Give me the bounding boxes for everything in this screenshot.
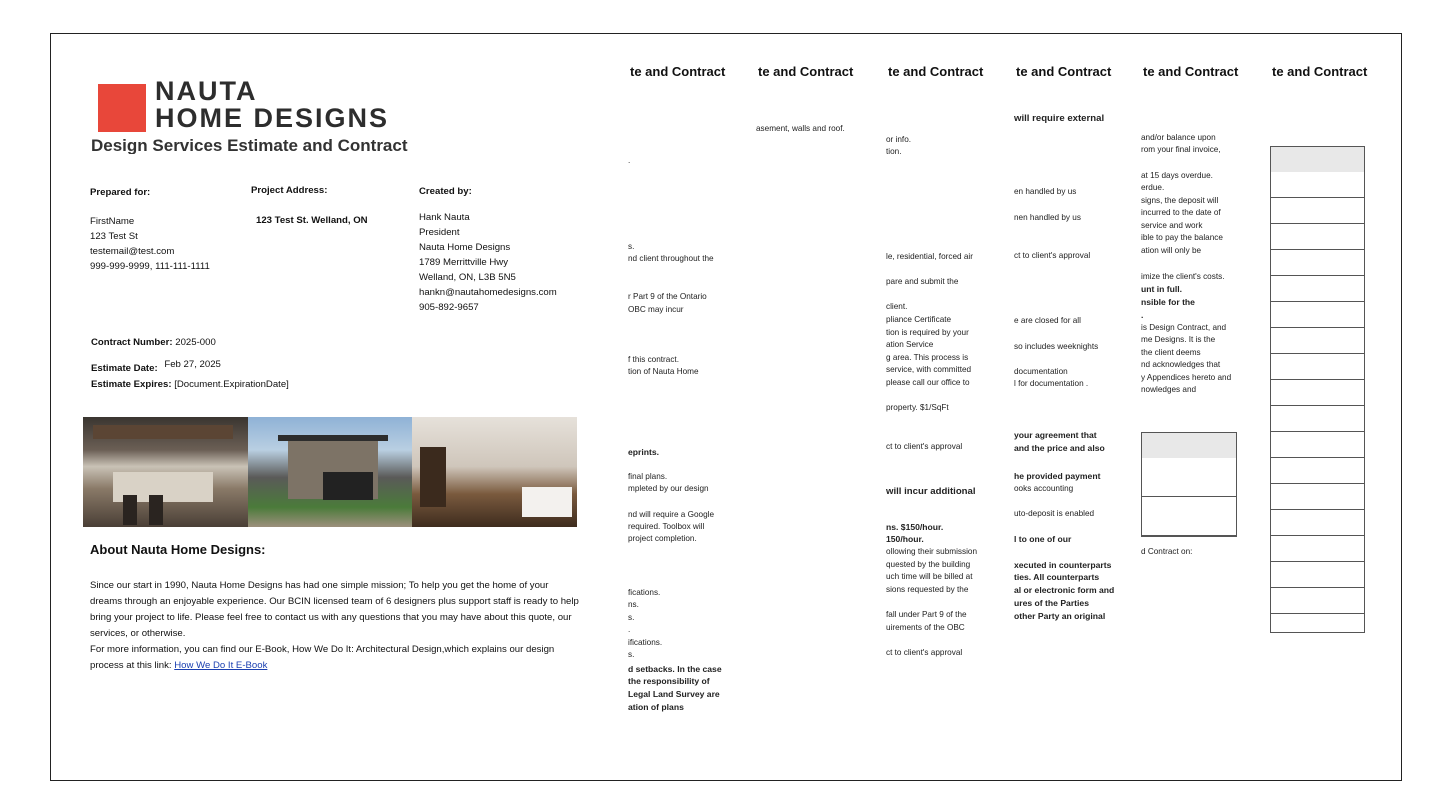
page-text-fragment: al or electronic form and [1014, 585, 1115, 595]
page-text-fragment: fications. [628, 588, 661, 597]
company-logo [155, 78, 389, 132]
estimate-expires-value: [Document.ExpirationDate] [174, 379, 289, 390]
page-title: te and Contract [758, 64, 854, 79]
page-text-fragment: xecuted in counterparts [1014, 560, 1112, 570]
contract-page-7 [1270, 34, 1401, 780]
ebook-link[interactable]: How We Do It E-Book [174, 660, 268, 671]
page-text-fragment: y Appendices hereto and [1141, 373, 1232, 382]
page-text-fragment: f this contract. [628, 355, 679, 364]
page-text-fragment: erdue. [1141, 183, 1165, 192]
page-text-fragment: s. [628, 650, 635, 659]
contract-number-label: Contract Number: [91, 337, 173, 348]
page-text-fragment: . [628, 156, 631, 165]
page-title: te and Contract [1143, 64, 1239, 79]
author-email: hankn@nautahomedesigns.com [419, 287, 557, 298]
document-heading-text: Design Services Estimate and Contract [91, 136, 408, 154]
kitchen-photo [83, 417, 248, 527]
contract-number [91, 335, 216, 350]
page-text-fragment: sions requested by the [886, 585, 969, 594]
page-text-fragment: service, with committed [886, 365, 972, 374]
prepared-for-details [90, 214, 210, 274]
about-more-info [90, 642, 580, 674]
page-text-fragment: rom your final invoice, [1141, 145, 1221, 154]
page-text-fragment: is Design Contract, and [1141, 323, 1227, 332]
page-text-fragment: please call our office to [886, 378, 970, 387]
page-text-fragment: incurred to the date of [1141, 208, 1221, 217]
about-more-info-text: For more information, you can find our E-Book, How We Do It: Architectural Design,which explains our design process at this link: [90, 644, 555, 671]
page-text-fragment: g area. This process is [886, 353, 969, 362]
page-text-fragment: nen handled by us [1014, 213, 1081, 222]
logo-line-2: HOME DESIGNS [155, 103, 390, 133]
estimate-expires-label: Estimate Expires: [91, 379, 172, 390]
page-text-fragment: Legal Land Survey are [628, 689, 720, 699]
page-text-fragment: me Designs. It is the [1141, 335, 1216, 344]
client-email: testemail@test.com [90, 246, 175, 257]
contract-page-4 [886, 34, 1014, 780]
about-paragraph: Since our start in 1990, Nauta Home Designs has had one simple mission; To help you get the home of your dreams through an enjoyable experience. Our BCIN licensed team of 6 designers plus support staff is ready to help bring your project to life. Please feel free to contact us with any questions that you may have about this quote, our services, or otherwise. [90, 580, 579, 639]
page-text-fragment: and the price and also [1014, 443, 1105, 453]
client-street: 123 Test St [90, 231, 138, 242]
author-city: Welland, ON, L3B 5N5 [419, 272, 516, 283]
about-title: About Nauta Home Designs: [90, 542, 266, 557]
interior-foyer-photo [412, 417, 577, 527]
page-text-fragment: . [1141, 310, 1144, 320]
page-text-fragment: unt in full. [1141, 284, 1183, 294]
page-text-fragment: ooks accounting [1014, 484, 1074, 493]
page-text-fragment: nd acknowledges that [1141, 360, 1221, 369]
page-text-fragment: will incur additional [886, 486, 976, 497]
page-text-fragment: so includes weeknights [1014, 342, 1099, 351]
page-text-fragment: tion of Nauta Home [628, 367, 699, 376]
page-text-fragment: s. [628, 613, 635, 622]
project-photo-strip [83, 417, 577, 527]
created-by-details [419, 210, 557, 315]
author-title: President [419, 227, 460, 238]
page-text-fragment: e are closed for all [1014, 316, 1081, 325]
page-text-fragment: ns. $150/hour. [886, 522, 944, 532]
page-text-fragment: ct to client's approval [1014, 251, 1091, 260]
contract-page-6 [1141, 34, 1270, 780]
page-text-fragment: tion. [886, 147, 902, 156]
logo-mark [98, 84, 146, 132]
page-text-fragment: or info. [886, 135, 912, 144]
page-text-fragment: r Part 9 of the Ontario [628, 292, 707, 301]
contract-page-3 [756, 34, 886, 780]
page-text-fragment: client. [886, 302, 908, 311]
page-text-fragment: ation Service [886, 340, 934, 349]
page-text-fragment: asement, walls and roof. [756, 124, 845, 133]
document-heading [91, 134, 511, 154]
page-text-fragment: and/or balance upon [1141, 133, 1216, 142]
prepared-for-label: Prepared for: [90, 187, 151, 198]
page-text-fragment: he provided payment [1014, 471, 1101, 481]
page-text-fragment: the client deems [1141, 348, 1201, 357]
page-text-fragment: ible to pay the balance [1141, 233, 1223, 242]
page-text-fragment: will require external [1014, 113, 1105, 124]
project-address-label: Project Address: [251, 185, 328, 196]
estimate-date-label: Estimate Date: [91, 363, 158, 374]
page-text-fragment: ns. [628, 600, 639, 609]
page-text-fragment: uirements of the OBC [886, 623, 965, 632]
page-text-fragment: le, residential, forced air [886, 252, 973, 261]
contract-page-2 [628, 34, 756, 780]
page-title: te and Contract [630, 64, 726, 79]
page-text-fragment: mpleted by our design [628, 484, 709, 493]
page-title: te and Contract [1272, 64, 1368, 79]
client-phone: 999-999-9999, 111-111-1111 [90, 261, 210, 272]
page-text-fragment: ation will only be [1141, 246, 1202, 255]
page-text-fragment: ct to client's approval [886, 648, 963, 657]
author-phone: 905-892-9657 [419, 302, 479, 313]
author-street: 1789 Merrittville Hwy [419, 257, 509, 268]
page-text-fragment: d setbacks. In the case [628, 664, 722, 674]
page-text-fragment: l for documentation . [1014, 379, 1089, 388]
page-text-fragment: pliance Certificate [886, 315, 952, 324]
page-text-fragment: nsible for the [1141, 297, 1195, 307]
estimate-expires [91, 377, 289, 392]
page-text-fragment: nowledges and [1141, 385, 1197, 394]
page-text-fragment: fall under Part 9 of the [886, 610, 967, 619]
house-exterior-photo [248, 417, 413, 527]
page-text-fragment: your agreement that [1014, 430, 1097, 440]
page-title: te and Contract [1016, 64, 1112, 79]
estimate-date-value: Feb 27, 2025 [164, 359, 221, 370]
page-text-fragment: quested by the building [886, 560, 971, 569]
page-text-fragment: required. Toolbox will [628, 522, 705, 531]
estimate-date [91, 359, 221, 376]
document-viewer [50, 33, 1402, 781]
page-text-fragment: uch time will be billed at [886, 572, 973, 581]
page-text-fragment: pare and submit the [886, 277, 959, 286]
page-text-fragment: ollowing their submission [886, 547, 978, 556]
about-body [90, 578, 580, 674]
page-text-fragment: tion is required by your [886, 328, 969, 337]
client-name: FirstName [90, 216, 135, 227]
page-text-fragment: d Contract on: [1141, 547, 1193, 556]
page-text-fragment: ct to client's approval [886, 442, 963, 451]
contract-page-5 [1014, 34, 1144, 780]
page-text-fragment: at 15 days overdue. [1141, 171, 1213, 180]
page-text-fragment: 150/hour. [886, 534, 924, 544]
author-name: Hank Nauta [419, 212, 470, 223]
author-company: Nauta Home Designs [419, 242, 511, 253]
created-by-label: Created by: [419, 186, 472, 197]
page-text-fragment: l to one of our [1014, 534, 1072, 544]
page-text-fragment: ties. All counterparts [1014, 572, 1100, 582]
page-text-fragment: OBC may incur [628, 305, 684, 314]
page-text-fragment: ures of the Parties [1014, 598, 1089, 608]
project-address-value: 123 Test St. Welland, ON [256, 215, 368, 226]
page-text-fragment: nd client throughout the [628, 254, 714, 263]
page-text-fragment: signs, the deposit will [1141, 196, 1219, 205]
page-text-fragment: s. [628, 242, 635, 251]
contract-page-1 [51, 34, 631, 780]
page-text-fragment: ifications. [628, 638, 663, 647]
logo-line-1: NAUTA [155, 76, 258, 106]
page-text-fragment: project completion. [628, 534, 697, 543]
page-text-fragment: property. $1/SqFt [886, 403, 949, 412]
page-text-fragment: . [628, 625, 631, 634]
page-text-fragment: ation of plans [628, 702, 684, 712]
page-text-fragment: eprints. [628, 447, 660, 457]
contract-number-value: 2025-000 [175, 337, 216, 348]
page-title: te and Contract [888, 64, 984, 79]
page-text-fragment: service and work [1141, 221, 1203, 230]
page-text-fragment: documentation [1014, 367, 1068, 376]
page-text-fragment: the responsibility of [628, 676, 710, 686]
page-text-fragment: other Party an original [1014, 611, 1106, 621]
page-text-fragment: uto-deposit is enabled [1014, 509, 1095, 518]
page-text-fragment: nd will require a Google [628, 510, 715, 519]
page-text-fragment: en handled by us [1014, 187, 1077, 196]
page-text-fragment: imize the client's costs. [1141, 272, 1225, 281]
page-text-fragment: final plans. [628, 472, 668, 481]
